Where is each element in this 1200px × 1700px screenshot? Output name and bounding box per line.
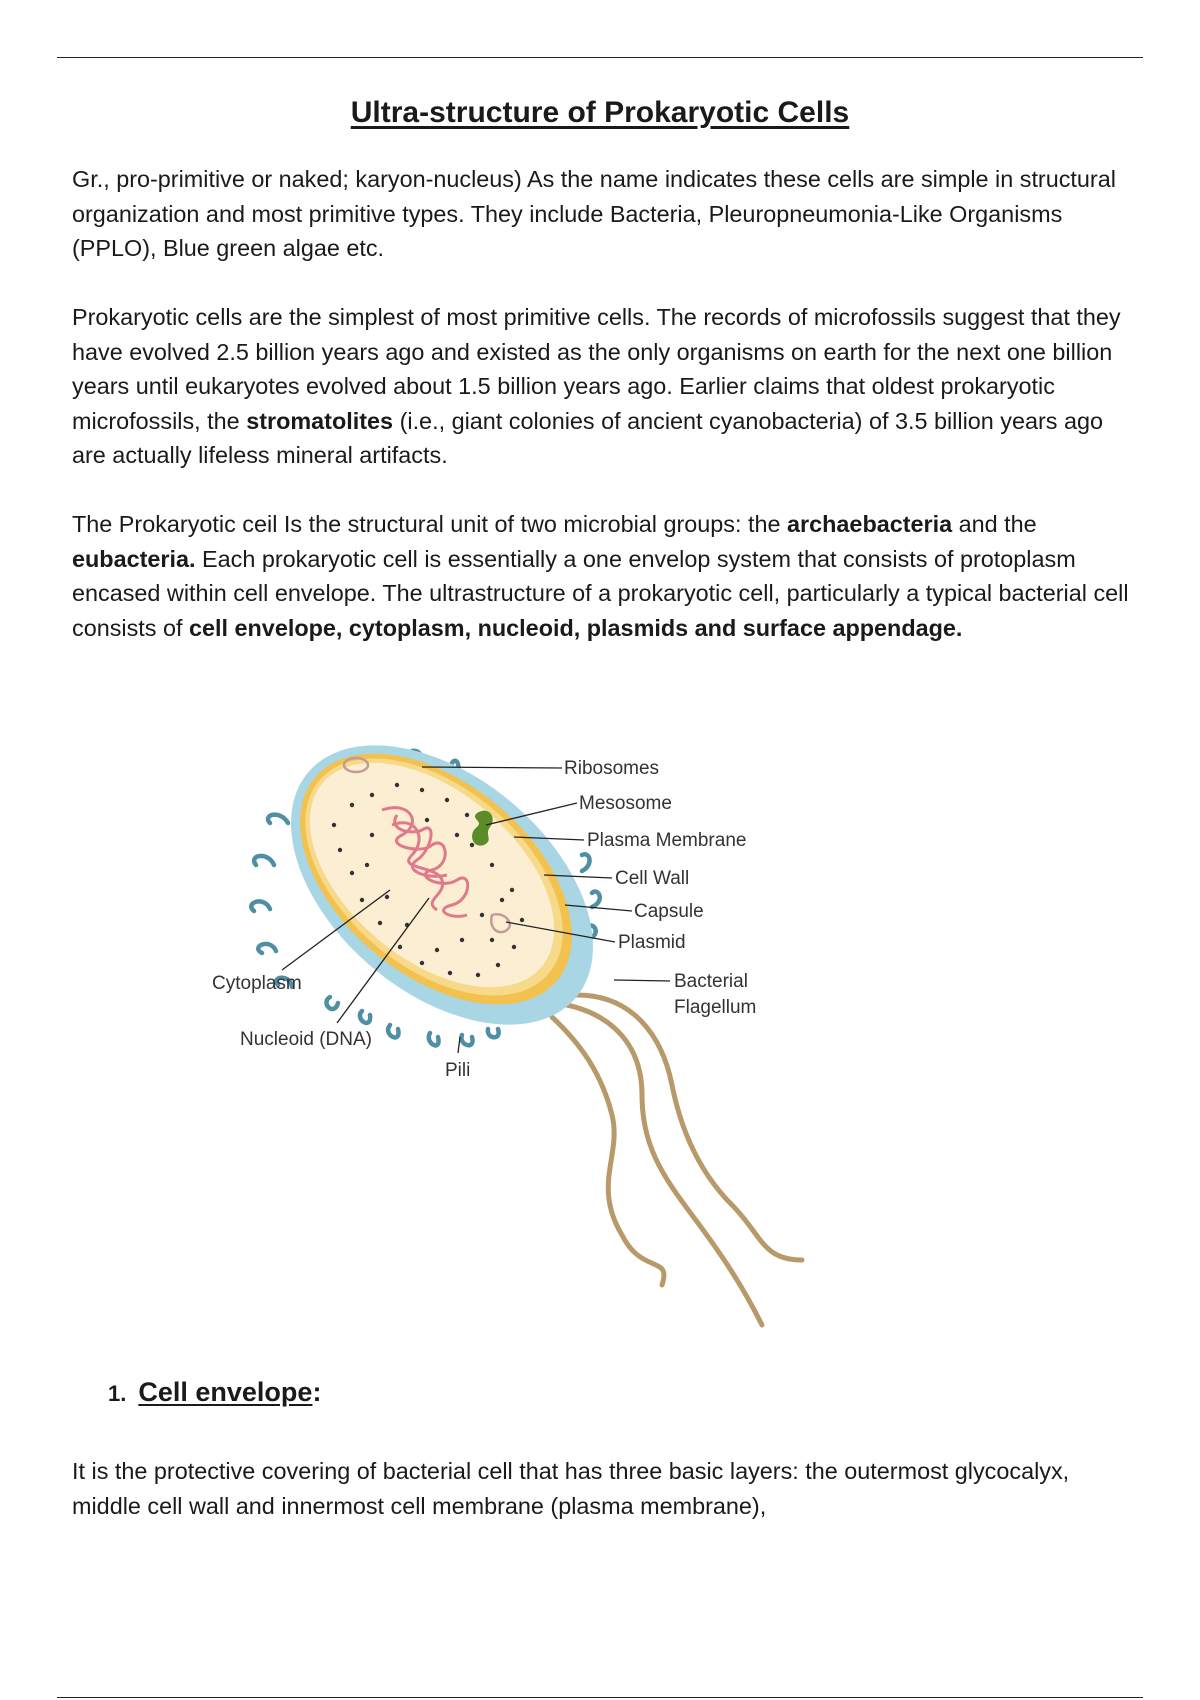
section-colon: : (312, 1377, 322, 1407)
bottom-rule (57, 1697, 1143, 1698)
cell-envelope-paragraph: It is the protective covering of bacterial cell that has three basic layers: the outermost glycocalyx, middle cell wall and innermost cell membrane (plasma membrane), (72, 1458, 1070, 1519)
p3-text-b: and the (952, 511, 1037, 537)
p2-bold-stromatolites: stromatolites (246, 407, 394, 434)
flagellum-1 (552, 1017, 664, 1285)
label-mesosome: Mesosome (579, 793, 672, 814)
page-title: Ultra-structure of Prokaryotic Cells (350, 96, 850, 130)
p3-text-c: Each prokaryotic cell is essentially a one envelop system that consists of protoplasm encased within cell envelope. The ultrastructure of a prokaryotic cell, particularly a typical bacterial cell consists of (72, 545, 1129, 641)
label-pili: Pili (445, 1060, 471, 1081)
label-flagellum-line2: Flagellum (674, 997, 757, 1018)
label-nucleoid: Nucleoid (DNA) (240, 1029, 372, 1050)
section-title: Cell envelope (138, 1377, 313, 1407)
p3-bold-components: cell envelope, cytoplasm, nucleoid, plasmids and surface appendage. (189, 614, 963, 641)
flagellum-3 (577, 995, 802, 1260)
p2-text-b: (i.e., giant colonies of ancient cyanobacteria) of 3.5 billion years ago are actually lifeless mineral artifacts. (72, 407, 1104, 468)
label-cell-wall: Cell Wall (615, 868, 690, 889)
p3-bold-eubacteria: eubacteria. (72, 545, 196, 572)
label-flagellum-line1: Bacterial (674, 971, 748, 992)
label-cytoplasm: Cytoplasm (212, 973, 302, 994)
label-ribosomes: Ribosomes (564, 758, 660, 779)
p2-text-a: Prokaryotic cells are the simplest of most primitive cells. The records of microfossils suggest that they have evolved 2.5 billion years ago and existed as the only organisms on earth for the next one billion years until eukaryotes evolved about 1.5 billion years ago. Earlier claims that oldest prokaryotic microfossils, the (72, 304, 1121, 434)
label-plasmid: Plasmid (618, 932, 686, 953)
p3-text-a: The Prokaryotic ceil Is the structural unit of two microbial groups: the (72, 511, 788, 537)
microfossil-paragraph (72, 300, 1132, 473)
section-heading-cell-envelope (108, 1377, 321, 1408)
prokaryotic-cell-diagram (212, 715, 862, 1345)
top-rule (57, 57, 1143, 58)
structure-paragraph (72, 507, 1132, 645)
flagella (552, 995, 802, 1325)
label-capsule: Capsule (634, 901, 704, 922)
p3-bold-archaebacteria: archaebacteria (787, 511, 953, 537)
label-plasma-membrane: Plasma Membrane (587, 830, 747, 851)
section-number: 1. (108, 1381, 127, 1406)
intro-paragraph: Gr., pro-primitive or naked; karyon-nucleus) As the name indicates these cells are simple in structural organization and most primitive types. They include Bacteria, Pleuropneumonia-Like Organisms (PPLO), Blue green algae etc. (72, 166, 1116, 261)
